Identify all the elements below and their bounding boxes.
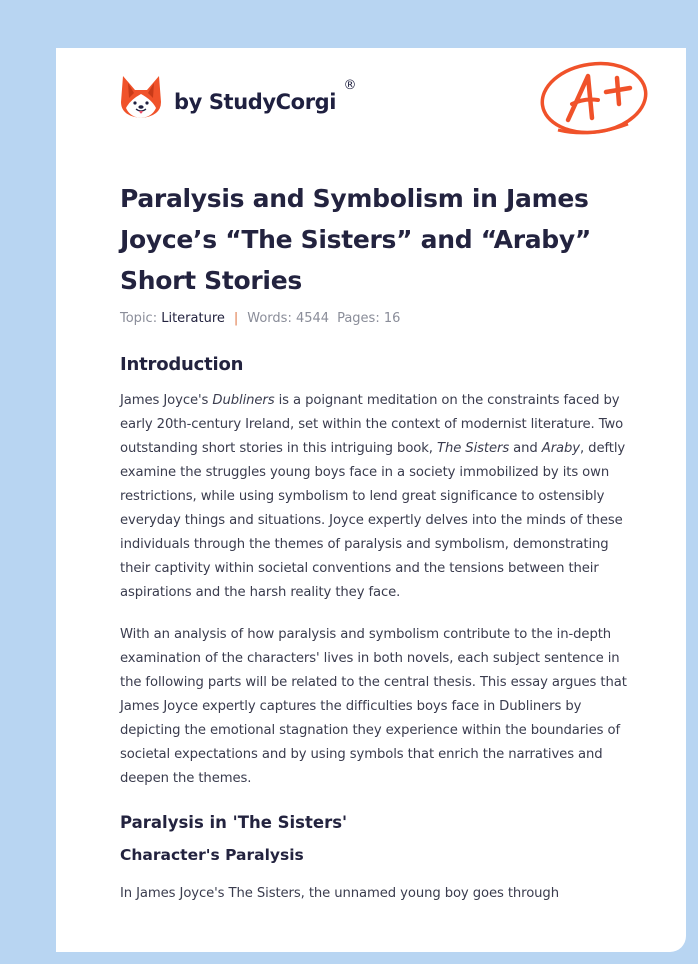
meta-separator: | [233, 311, 239, 326]
a-plus-grade-icon [536, 58, 652, 140]
article-title: Paralysis and Symbolism in James Joyce’s “The Sisters” and “Araby” Short Stories [120, 184, 592, 295]
paralysis-sisters-paragraph-1: In James Joyce's The Sisters, the unnamed young boy goes through [120, 886, 559, 901]
brand-text: by StudyCorgi [174, 90, 337, 114]
header [56, 48, 686, 168]
words-value: 4544 [295, 311, 330, 326]
topic-value[interactable]: Literature [161, 311, 225, 326]
registered-mark: ® [343, 78, 357, 93]
character-paralysis-heading: Character's Paralysis [120, 846, 304, 864]
article-meta [120, 311, 635, 326]
topic-label: Topic: [120, 311, 158, 326]
pages-label: Pages: [337, 311, 380, 326]
introduction-paragraph-2: With an analysis of how paralysis and symbolism contribute to the in-depth examination of the characters' lives in both novels, each subject sentence in the following parts will be related to the central thesis. This essay argues that James Joyce expertly captures the difficulties boys face in Dubliners by depicting the emotional stagnation they experience within the boundaries of societal expectations and by using symbols that enrich the narratives and deepen the themes. [120, 627, 627, 786]
essay-card [56, 48, 686, 952]
introduction-paragraph-1: James Joyce's Dubliners is a poignant meditation on the constraints faced by early 20th-century Ireland, set within the context of modernist literature. Two outstanding short stories in this intriguing book, The Sisters and Araby, deftly examine the struggles young boys face in a society immobilized by its own restrictions, while using symbolism to lend great significance to ostensibly everyday things and situations. Joyce expertly delves into the minds of these individuals through the themes of paralysis and symbolism, demonstrating their captivity within societal conventions and the tensions between their aspirations and the harsh reality they face. [120, 393, 626, 600]
words-label: Words: [247, 311, 292, 326]
article-content [120, 178, 635, 906]
studycorgi-logo[interactable] [120, 74, 357, 120]
introduction-heading: Introduction [120, 354, 244, 375]
paralysis-sisters-heading: Paralysis in 'The Sisters' [120, 813, 348, 832]
corgi-logo-icon [120, 74, 162, 120]
pages-value: 16 [383, 311, 401, 326]
brand-name [174, 78, 357, 114]
